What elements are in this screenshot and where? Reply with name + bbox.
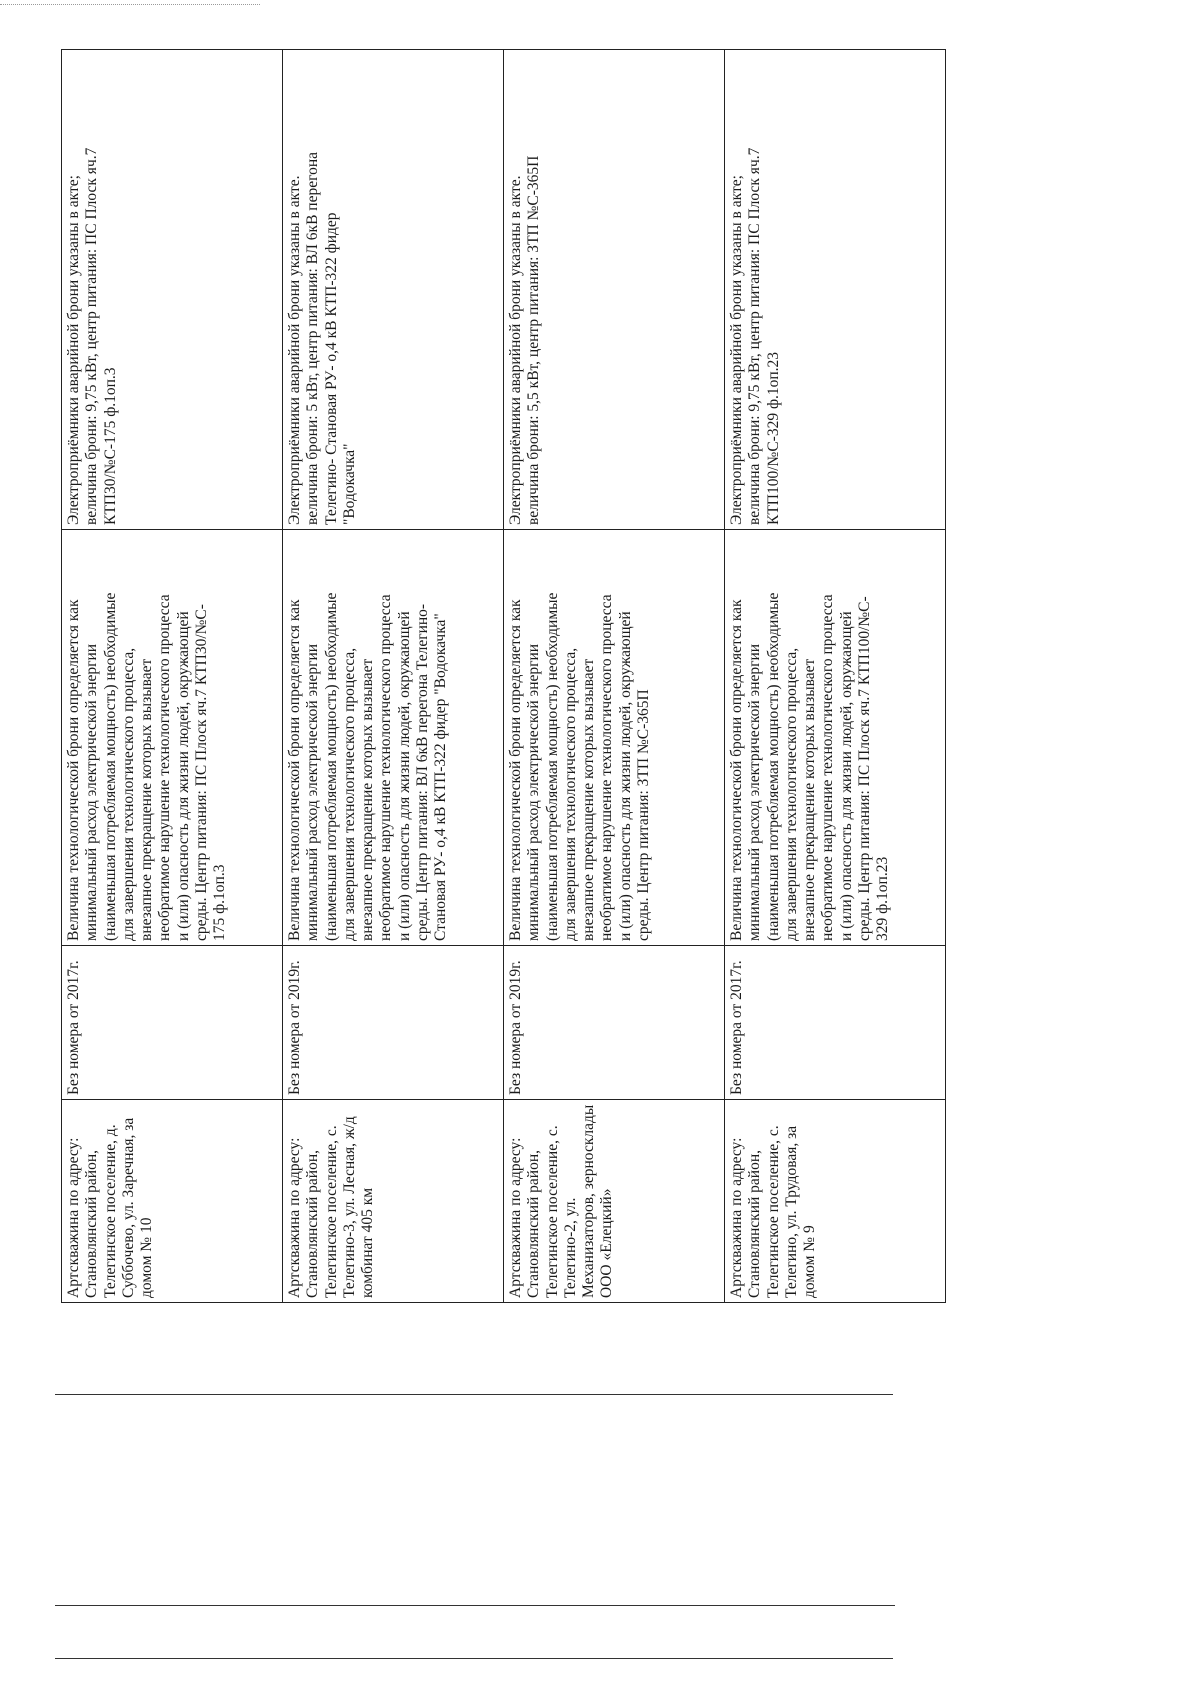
signature-line (55, 1658, 893, 1659)
emergency-reserve-table (61, 49, 946, 1303)
document-cell: Без номера от 2019г. (504, 946, 725, 1100)
scan-top-rule (0, 4, 260, 5)
document-cell: Без номера от 2017г. (62, 946, 283, 1100)
table-row (62, 50, 283, 1303)
receivers-cell: Электроприёмники аварийной брони указаны в акте; величина брони: 9,75 кВт, центр питания: ПС Плоск яч.7 КТП100/№С-329 ф.1оп.23 (725, 50, 946, 530)
calculation-cell: Величина технологической брони определяется как минимальный расход электрической энергии (наименьшая потребляемая мощность) необходимые для завершения технологического процесса, внезапное прекращение которых вызывает необратимое нарушение технологического процесса и (или) опасность для жизни людей, окружающей среды. Центр питания: ПС Плоск яч.7 КТП100/№С- 329 ф.1оп.23 (725, 530, 946, 946)
document-cell: Без номера от 2019г. (283, 946, 504, 1100)
calculation-cell: Величина технологической брони определяется как минимальный расход электрической энергии (наименьшая потребляемая мощность) необходимые для завершения технологического процесса, внезапное прекращение которых вызывает необратимое нарушение технологического процесса и (или) опасность для жизни людей, окружающей среды. Центр питания: ЗТП №С-365П (504, 530, 725, 946)
calculation-cell: Величина технологической брони определяется как минимальный расход электрической энергии (наименьшая потребляемая мощность) необходимые для завершения технологического процесса, внезапное прекращение которых вызывает необратимое нарушение технологического процесса и (или) опасность для жизни людей, окружающей среды. Центр питания: ПС Плоск яч.7 КТП30/№С- 175 ф.1оп.3 (62, 530, 283, 946)
address-cell: Артскважина по адресу: Становлянский район, Телегинское поселение, с. Телегино-3, ул. Лесная, ж/д комбинат 405 км (283, 1100, 504, 1303)
table-row (504, 50, 725, 1303)
address-cell: Артскважина по адресу: Становлянский район, Телегинское поселение, д. Суббочево, ул. Заречная, за домом № 10 (62, 1100, 283, 1303)
table-row (283, 50, 504, 1303)
table-row (725, 50, 946, 1303)
signature-line (55, 1605, 895, 1606)
signature-line (55, 1394, 893, 1395)
document-cell: Без номера от 2017г. (725, 946, 946, 1100)
receivers-cell: Электроприёмники аварийной брони указаны в акте. величина брони: 5,5 кВт, центр питания: ЗТП №С-365П (504, 50, 725, 530)
address-cell: Артскважина по адресу: Становлянский район, Телегинское поселение, с. Телегино, ул. Трудовая, за домом № 9 (725, 1100, 946, 1303)
calculation-cell: Величина технологической брони определяется как минимальный расход электрической энергии (наименьшая потребляемая мощность) необходимые для завершения технологического процесса, внезапное прекращение которых вызывает необратимое нарушение технологического процесса и (или) опасность для жизни людей, окружающей среды. Центр питания: ВЛ 6кВ перегона Телегино- Становая РУ- о,4 кВ КТП-322 фидер "Водокачка" (283, 530, 504, 946)
receivers-cell: Электроприёмники аварийной брони указаны в акте; величина брони: 9,75 кВт, центр питания: ПС Плоск яч.7 КТП30/№С-175 ф.1оп.3 (62, 50, 283, 530)
address-cell: Артскважина по адресу: Становлянский район, Телегинское поселение, с. Телегино-2, ул. Механизаторов, зерносклады ООО «Елецкий» (504, 1100, 725, 1303)
receivers-cell: Электроприёмники аварийной брони указаны в акте. величина брони: 5 кВт, центр питания: ВЛ 6кВ перегона Телегино- Становая РУ- о,4 кВ КТП-322 фидер "Водокачка" (283, 50, 504, 530)
